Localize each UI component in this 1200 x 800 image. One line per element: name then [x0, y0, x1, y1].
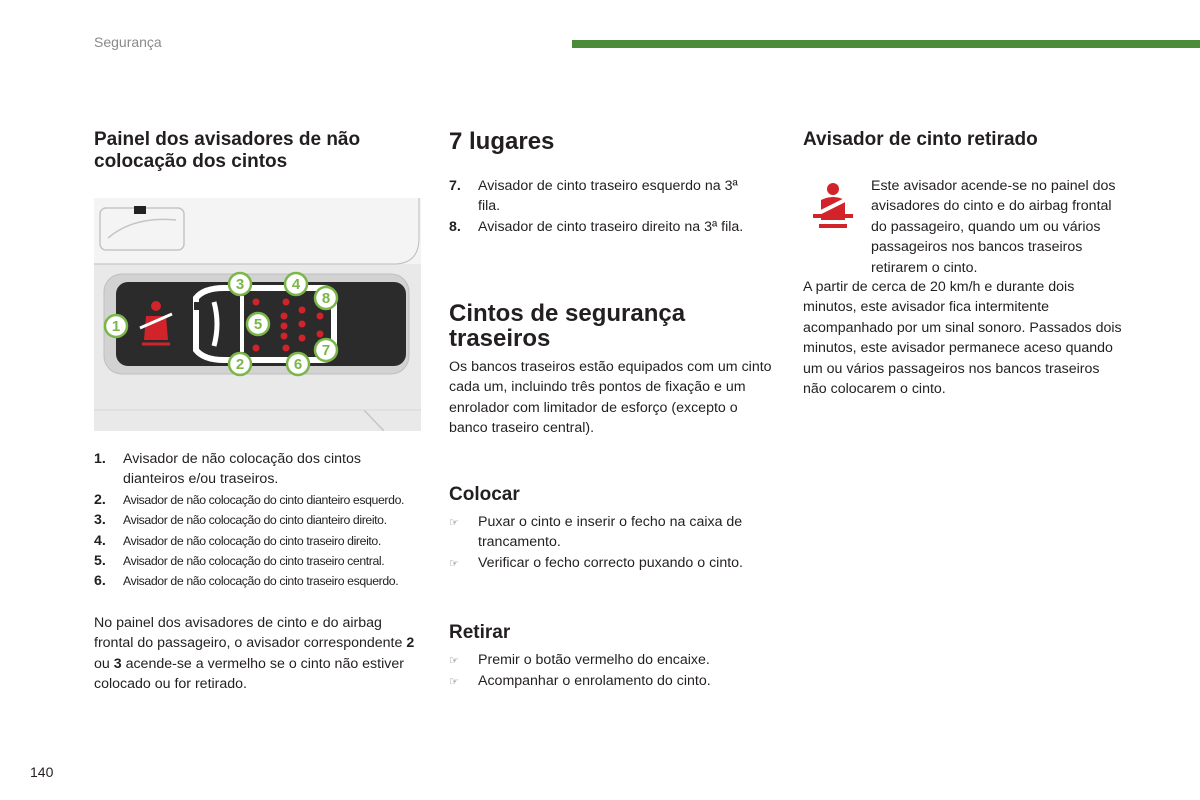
- list-item: 8. Avisador de cinto traseiro direito na 3ª fila.: [449, 218, 744, 235]
- callout-7: [315, 339, 337, 361]
- rear-belts-title: Cintos de segurança traseiros: [449, 300, 686, 352]
- right-icon-text: Este avisador acende-se no painel dos avisadores do cinto e do airbag frontal do passageiro, quando um ou vários passageiros nos bancos traseiros retirarem o cinto.: [871, 178, 1116, 276]
- seven-seats-title: 7 lugares: [449, 128, 555, 155]
- seatbelt-warning-icon: [809, 182, 857, 232]
- list-item: 1. Avisador de não colocação dos cintos dianteiros e/ou traseiros.: [94, 451, 361, 488]
- list-item: 2. Avisador de não colocação do cinto dianteiro esquerdo.: [94, 491, 405, 508]
- list-item: 5. Avisador de não colocação do cinto traseiro central.: [94, 553, 385, 570]
- callout-5: [247, 313, 269, 335]
- list-item: 7. Avisador de cinto traseiro esquerdo na 3ª fila.: [449, 178, 738, 215]
- callout-1: [105, 315, 127, 337]
- svg-text:1: 1: [111, 318, 121, 335]
- list-item: 6. Avisador de não colocação do cinto traseiro esquerdo.: [94, 573, 399, 590]
- list-item: 3. Avisador de não colocação do cinto dianteiro direito.: [94, 512, 387, 529]
- hand-pointer-icon: ☞: [449, 517, 459, 529]
- rear-belts-text: Os bancos traseiros estão equipados com um cinto cada um, incluindo três pontos de fixação e um enrolador com limitador de esforço (excepto o banco traseiro central).: [449, 359, 772, 437]
- right-paragraph: A partir de cerca de 20 km/h e durante dois minutos, este avisador fica intermitente acompanhado por um sinal sonoro. Passados dois minutos, este avisador permanece aceso quando um ou vários passageiros nos bancos traseiros não colocarem o cinto.: [803, 279, 1122, 398]
- hand-pointer-icon: ☞: [449, 655, 459, 667]
- list-item: 4. Avisador de não colocação do cinto traseiro direito.: [94, 532, 381, 549]
- seatbelt-panel-illustration: [94, 198, 421, 431]
- hand-pointer-icon: ☞: [449, 676, 459, 689]
- header-accent-bar: [572, 40, 1200, 48]
- page-number: 140: [30, 764, 54, 780]
- left-section-title: Painel dos avisadores de não colocação dos cintos: [94, 129, 361, 172]
- hand-pointer-icon: ☞: [449, 557, 459, 570]
- list-item: ☞ Premir o botão vermelho do encaixe.: [449, 650, 779, 671]
- right-section-title: Avisador de cinto retirado: [803, 129, 1038, 150]
- retirar-list: [449, 650, 779, 693]
- callout-6: [287, 353, 309, 375]
- retirar-title: Retirar: [449, 622, 511, 643]
- svg-text:2: 2: [235, 356, 245, 373]
- svg-text:8: 8: [321, 290, 331, 307]
- svg-text:5: 5: [253, 316, 263, 333]
- callout-2: [229, 353, 251, 375]
- callout-3: [229, 273, 251, 295]
- svg-text:7: 7: [321, 342, 331, 359]
- left-paragraph: No painel dos avisadores de cinto e do airbag frontal do passageiro, o avisador correspondente 2 ou 3 acende-se a vermelho se o cinto não estiver colocado ou for retirado.: [94, 615, 415, 693]
- list-item: ☞ Verificar o fecho correcto puxando o cinto.: [449, 553, 779, 574]
- colocar-list: [449, 512, 779, 574]
- colocar-title: Colocar: [449, 484, 520, 505]
- left-warning-list: [94, 449, 419, 592]
- callout-8: [315, 287, 337, 309]
- list-item: ☞ Puxar o cinto e inserir o fecho na caixa de trancamento.: [449, 512, 779, 553]
- svg-text:4: 4: [291, 276, 301, 293]
- list-item: ☞ Acompanhar o enrolamento do cinto.: [449, 671, 779, 692]
- svg-text:6: 6: [293, 356, 303, 373]
- callout-4: [285, 273, 307, 295]
- section-header: Segurança: [94, 34, 162, 50]
- seven-seats-list: [449, 176, 774, 237]
- svg-text:3: 3: [235, 276, 245, 293]
